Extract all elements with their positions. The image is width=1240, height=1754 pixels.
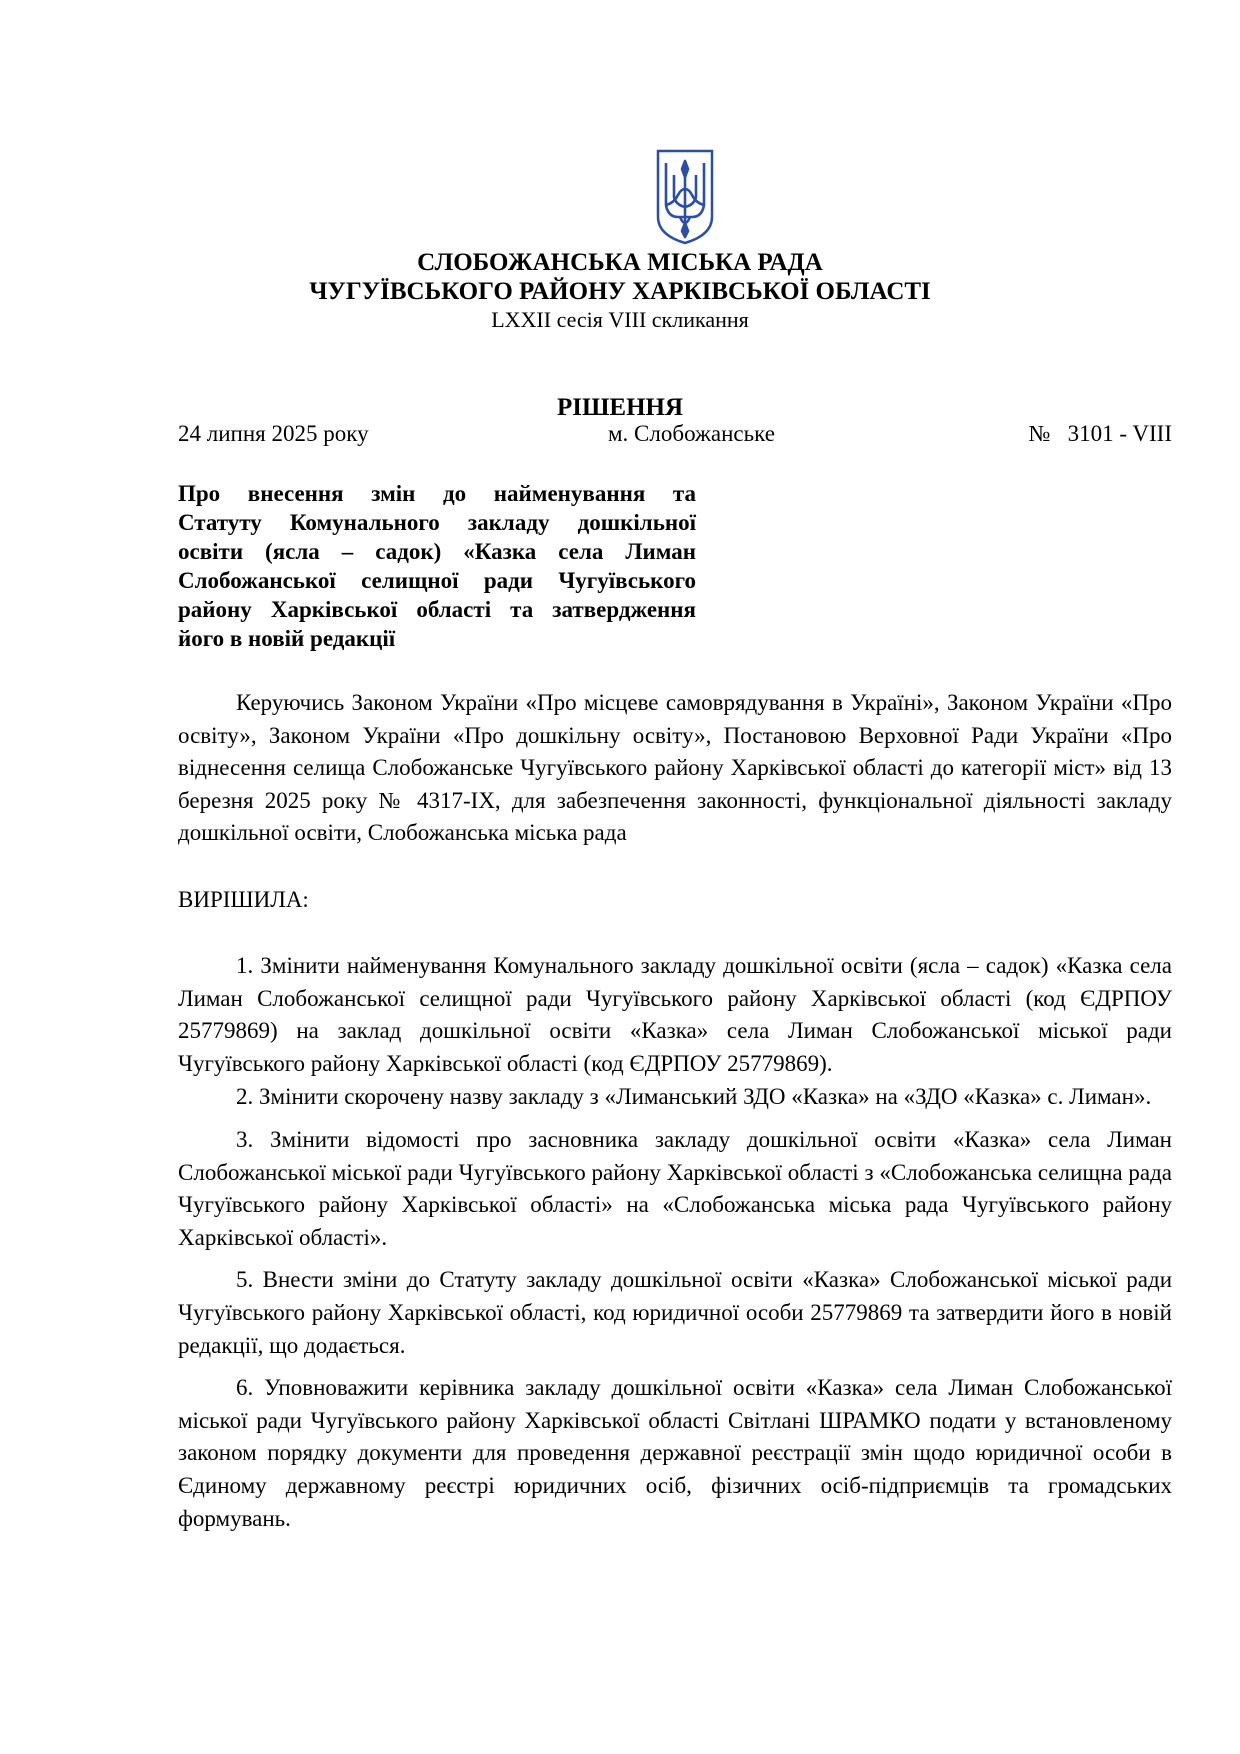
document-type-title: РІШЕННЯ: [556, 394, 684, 421]
decision-date: 24 липня 2025 року: [178, 421, 369, 446]
subject-line: освіти (ясла – садок) «Казка села Лиман: [178, 539, 696, 564]
decision-place: м. Слобожанське: [608, 421, 775, 446]
resolution-item: 2. Змінити скорочену назву закладу з «Лиманський ЗДО «Казка» на «ЗДО «Казка» с. Лиман».: [236, 1084, 1152, 1110]
resolution-item: 1. Змінити найменування Комунального закладу дошкільної освіти (ясла – садок) «Казка села Лиман Слобожанської селищної ради Чугуївського району Харківської області (код ЄДРПОУ 25779869) на заклад дошкільної освіти «Казка» села Лиман Слобожанської міської ради Чугуївського району Харківської області (код ЄДРПОУ 25779869).: [178, 953, 1172, 1076]
resolved-label: ВИРІШИЛА:: [178, 887, 309, 912]
subject-line: району Харківської області та затвердження: [178, 597, 696, 622]
resolution-items: [178, 950, 1172, 1535]
decision-number: № 3101 - VIII: [1028, 421, 1172, 446]
decision-subject: [178, 479, 696, 653]
subject-line: його в новій редакції: [178, 626, 396, 651]
council-name: СЛОБОЖАНСЬКА МІСЬКА РАДА: [417, 249, 823, 276]
resolution-item: 3. Змінити відомості про засновника закладу дошкільної освіти «Казка» села Лиман Слобожанської міської ради Чугуївського району Харківської області з «Слобожанська селищна рада Чугуївського району Харківської області» на «Слобожанська міська рада Чугуївського району Харківської області».: [178, 1126, 1172, 1250]
preamble-paragraph: Керуючись Законом України «Про місцеве самоврядування в Україні», Законом України «Про освіту», Законом України «Про дошкільну освіту», Постановою Верховної Ради України «Про віднесення селища Слобожанське Чугуївського району Харківської області до категорії міст» від 13 березня 2025 року № 4317-IX, для забезпечення законності, функціональної діяльності закладу дошкільної освіти, Слобожанська міська рада: [178, 690, 1172, 846]
date-place-number-row: [178, 419, 1172, 451]
subject-line: Про внесення змін до найменування та: [178, 481, 696, 506]
subject-line: Слобожанської селищної ради Чугуївського: [178, 568, 696, 593]
district-name: ЧУГУЇВСЬКОГО РАЙОНУ ХАРКІВСЬКОЇ ОБЛАСТІ: [309, 278, 931, 305]
resolution-item: 6. Уповноважити керівника закладу дошкільної освіти «Казка» села Лиман Слобожанської міської ради Чугуївського району Харківської області Світлані ШРАМКО подати у встановленому законом порядку документи для проведення державної реєстрації змін щодо юридичної особи в Єдиному державному реєстрі юридичних осіб, фізичних осіб-підприємців та громадських формувань.: [178, 1375, 1172, 1531]
trident-coat-of-arms-icon: [654, 147, 716, 246]
session-line: LXXII сесія VIII скликання: [491, 307, 749, 332]
resolution-item: 5. Внести зміни до Статуту закладу дошкільної освіти «Казка» Слобожанської міської ради Чугуївського району Харківської області, код юридичної особи 25779869 та затвердити його в новій редакції, що додається.: [178, 1267, 1172, 1358]
subject-line: Статуту Комунального закладу дошкільної: [178, 510, 696, 535]
